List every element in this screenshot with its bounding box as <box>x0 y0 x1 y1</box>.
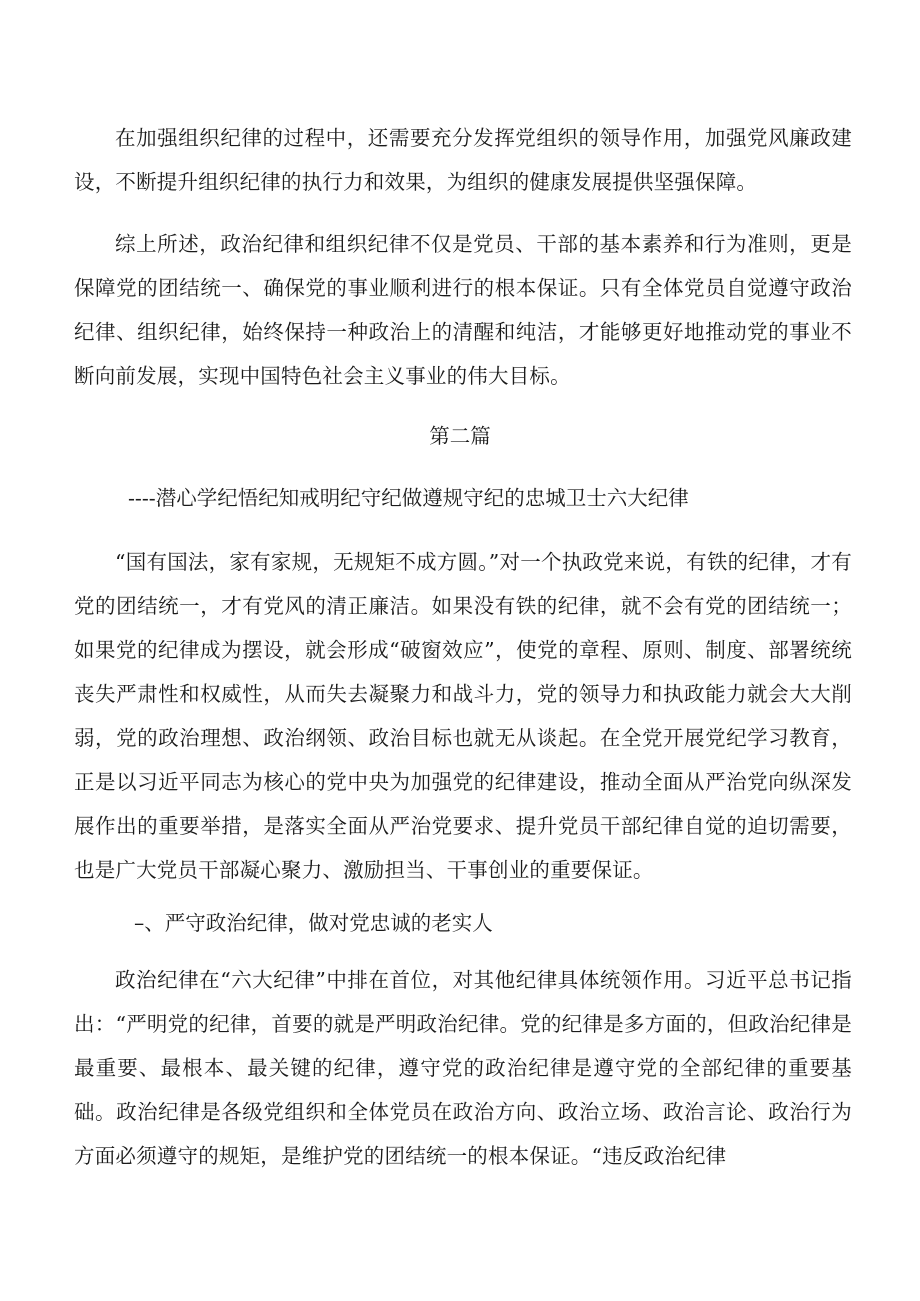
paragraph-summary: 综上所述，政治纪律和组织纪律不仅是党员、干部的基本素养和行为准则，更是保障党的团结统一、确保党的事业顺利进行的根本保证。只有全体党员自觉遵守政治纪律、组织纪律，始终保持一种政治上的清醒和纯洁，才能够更好地推动党的事业不断向前发展，实现中国特色社会主义事业的伟大目标。 <box>74 232 852 388</box>
section-subtitle: ----潜心学纪悟纪知戒明纪守纪做遵规守纪的忠城卫士六大纪律 <box>128 486 689 510</box>
section-title: 第二篇 <box>429 424 491 448</box>
paragraph-political-discipline: 政治纪律在“六大纪律”中排在首位，对其他纪律具体统领作用。习近平总书记指出：“严明党的纪律，首要的就是严明政治纪律。党的纪律是多方面的，但政治纪律是最重要、最根本、最关键的纪律，遵守党的政治纪律是遵守党的全部纪律的重要基础。政治纪律是各级党组织和全体党员在政治方向、政治立场、政治言论、政治行为方面必须遵守的规矩，是维护党的团结统一的根本保证。“违反政治纪律 <box>74 968 852 1168</box>
paragraph-intro-discipline: “国有国法，家有家规，无规矩不成方圆。”对一个执政党来说，有铁的纪律，才有党的团结统一，才有党风的清正廉洁。如果没有铁的纪律，就不会有党的团结统一；如果党的纪律成为摆设，就会形成“破窗效应”，使党的章程、原则、制度、部署统统丧失严肃性和权威性，从而失去凝聚力和战斗力，党的领导力和执政能力就会大大削弱，党的政治理想、政治纲领、政治目标也就无从谈起。在全党开展党纪学习教育，正是以习近平同志为核心的党中央为加强党的纪律建设，推动全面从严治党向纵深发展作出的重要举措，是落实全面从严治党要求、提升党员干部纪律自觉的迫切需要，也是广大党员干部凝心聚力、激励担当、干事创业的重要保证。 <box>74 550 852 882</box>
paragraph-organization-discipline: 在加强组织纪律的过程中，还需要充分发挥党组织的领导作用，加强党风廉政建设，不断提升组织纪律的执行力和效果，为组织的健康发展提供坚强保障。 <box>74 126 852 194</box>
heading-political-discipline: –、严守政治纪律，做对党忠诚的老实人 <box>134 911 493 935</box>
